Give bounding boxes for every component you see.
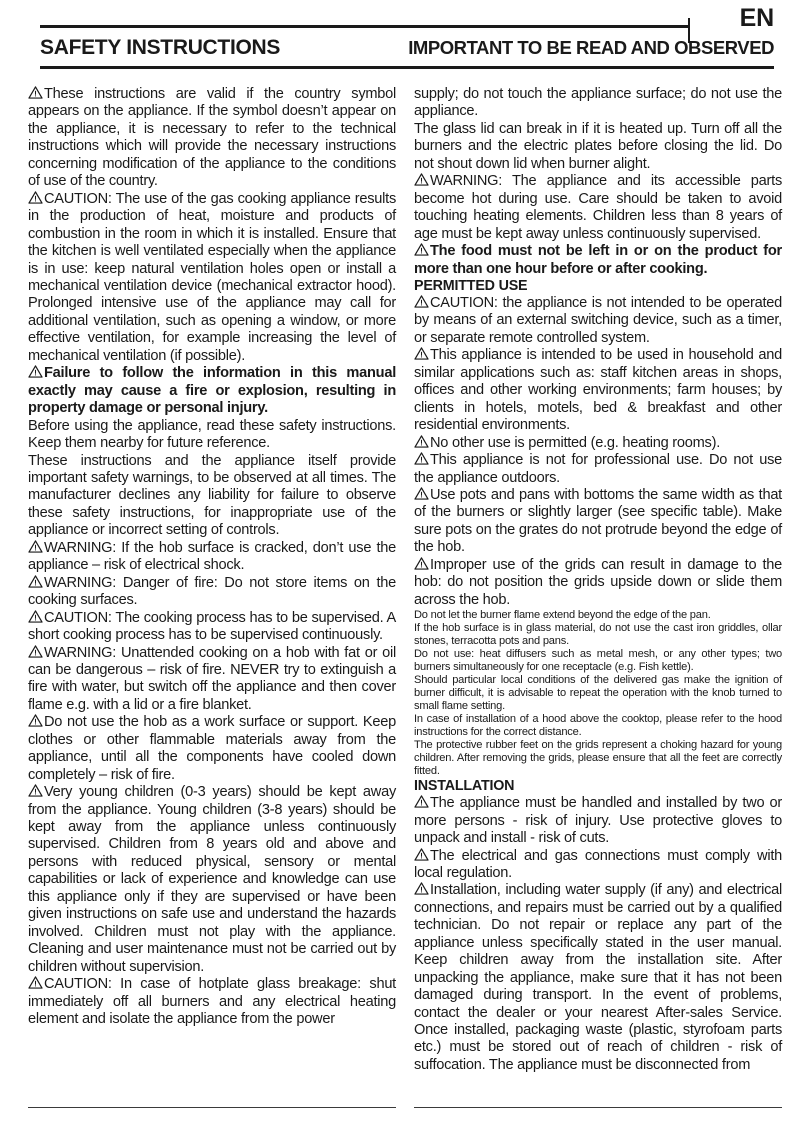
- paragraph: [414, 795, 782, 847]
- paragraph-text: CAUTION: In case of hotplate glass breakage: shut immediately off all burners and any electrical heating element and isolate the appliance from the power: [28, 976, 396, 1028]
- paragraph: [28, 453, 396, 540]
- paragraph-text: CAUTION: The cooking process has to be supervised. A short cooking process has to be supervised continuously.: [28, 609, 396, 644]
- paragraph-text: The appliance must be handled and installed by two or more persons - risk of injury. Use protective gloves to unpack and install - risk of cuts.: [414, 795, 782, 847]
- section-heading: INSTALLATION: [414, 778, 515, 795]
- warning-triangle-icon: [28, 575, 43, 588]
- page-title: SAFETY INSTRUCTIONS: [40, 36, 281, 59]
- right-column-bottom-rule: [414, 1107, 782, 1108]
- paragraph: [28, 714, 396, 784]
- paragraph: [28, 610, 396, 645]
- paragraph: [414, 622, 782, 648]
- paragraph: [414, 243, 782, 278]
- paragraph-text: Use pots and pans with bottoms the same width as that of the burners or slightly larger (see specific table). Make sure pots on the grates do not protrude beyond the edge of the hob.: [414, 486, 782, 556]
- paragraph-text: WARNING: Unattended cooking on a hob with fat or oil can be dangerous – risk of fire. NEVER try to extinguish a fire with water, but switch off the appliance and then cover flame e.g. with a lid or a fire blanket.: [28, 644, 396, 713]
- header-bottom-rule: [40, 66, 774, 69]
- paragraph-text: The glass lid can break in if it is heated up. Turn off all the burners and the electric plates before closing the lid. Do not shout down lid when burner alight.: [414, 120, 782, 172]
- right-text-column: [414, 86, 782, 1134]
- paragraph-text: CAUTION: The use of the gas cooking appliance results in the production of heat, moisture and products of combustion in the room in which it is installed. Ensure that the kitchen is well ventilated especially when the appliance is in use: keep natural ventilation holes open or install a mechanical ventilation device (mechanical extractor hood). Prolonged intensive use of the appliance may call for additional ventilation, such as opening a window, or more effective ventilation, for example increasing the level of mechanical ventilation (if possible).: [28, 190, 396, 364]
- paragraph: [28, 575, 396, 610]
- paragraph-text: If the hob surface is in glass material, do not use the cast iron griddles, ollar stones, terracotta pots and pans.: [414, 622, 782, 648]
- paragraph: [414, 609, 782, 622]
- paragraph-text: This appliance is not for professional use. Do not use the appliance outdoors.: [414, 452, 782, 486]
- header-title-row: [40, 36, 774, 60]
- paragraph-text: supply; do not touch the appliance surface; do not use the appliance.: [414, 86, 782, 120]
- warning-triangle-icon: [28, 365, 43, 378]
- warning-triangle-icon: [28, 540, 43, 553]
- body-columns: [28, 86, 782, 1134]
- left-column-bottom-rule: [28, 1107, 396, 1108]
- paragraph: [28, 540, 396, 575]
- section-heading: PERMITTED USE: [414, 277, 528, 294]
- warning-triangle-icon: [414, 435, 429, 448]
- left-text-column: [28, 86, 396, 1134]
- warning-triangle-icon: [414, 848, 429, 861]
- paragraph: [414, 86, 782, 121]
- page-header: [28, 0, 774, 72]
- warning-triangle-icon: [414, 295, 429, 308]
- paragraph: [414, 121, 782, 173]
- paragraph: [28, 976, 396, 1028]
- warning-triangle-icon: [28, 86, 43, 99]
- warning-triangle-icon: [414, 795, 429, 808]
- paragraph-text: Improper use of the grids can result in damage to the hob: do not position the grids upside down or slide them across the hob.: [414, 556, 782, 608]
- paragraph-text: Do not use: heat diffusers such as metal mesh, or any other types; two burners simultaneously for one receptacle (e.g. Fish kettle).: [414, 648, 782, 674]
- warning-triangle-icon: [414, 347, 429, 360]
- paragraph-text: This appliance is intended to be used in household and similar applications such as: staff kitchen areas in shops, offices and other working environments; farm houses; by clients in hotels, motels, bed & breakfast and other residential environments.: [414, 347, 782, 434]
- paragraph-text: Do not use the hob as a work surface or support. Keep clothes or other flammable materials away from the appliance, until all the components have cooled down completely – risk of fire.: [28, 714, 396, 783]
- paragraph: [414, 435, 782, 452]
- paragraph-text: The electrical and gas connections must comply with local regulation.: [414, 847, 782, 881]
- paragraph-text: Before using the appliance, read these safety instructions. Keep them nearby for future reference.: [28, 417, 396, 452]
- paragraph-text: Installation, including water supply (if any) and electrical connections, and repairs must be carried out by a qualified technician. Do not repair or replace any part of the appliance unless specifically stated in the user manual. Keep children away from the installation site. After unpacking the appliance, make sure that it has not been damaged during transport. In the event of problems, contact the dealer or your nearest After-sales Service. Once installed, packaging waste (plastic, styrofoam parts etc.) must be stored out of reach of children - risk of suffocation. The appliance must be disconnected from: [414, 882, 782, 1073]
- warning-triangle-icon: [28, 784, 43, 797]
- warning-triangle-icon: [414, 487, 429, 500]
- paragraph: [28, 86, 396, 191]
- paragraph-text: No other use is permitted (e.g. heating rooms).: [430, 434, 720, 451]
- paragraph-text: Failure to follow the information in this manual exactly may cause a fire or explosion, resulting in property damage or personal injury.: [28, 365, 396, 417]
- paragraph: [414, 557, 782, 609]
- header-top-rule: [40, 25, 690, 28]
- paragraph: [414, 173, 782, 243]
- paragraph-text: These instructions are valid if the country symbol appears on the appliance. If the symbol doesn’t appear on the appliance, it is necessary to refer to the technical instructions which will provide the necessary instructions concerning modification of the appliance to the conditions of use of the country.: [28, 86, 396, 190]
- paragraph: [414, 487, 782, 557]
- warning-triangle-icon: [28, 191, 43, 204]
- paragraph: [414, 452, 782, 487]
- warning-triangle-icon: [414, 173, 429, 186]
- paragraph-text: Should particular local conditions of the delivered gas make the ignition of burner difficult, it is advisable to repeat the operation with the knob turned to small flame setting.: [414, 674, 782, 713]
- paragraph-text: Do not let the burner flame extend beyond the edge of the pan.: [414, 609, 711, 622]
- paragraph: [28, 365, 396, 417]
- paragraph: [414, 713, 782, 739]
- paragraph: [414, 739, 782, 778]
- paragraph-text: The protective rubber feet on the grids represent a choking hazard for young children. After removing the grids, please ensure that all the feet are correctly fitted.: [414, 739, 782, 778]
- paragraph-text: WARNING: If the hob surface is cracked, don’t use the appliance – risk of electrical shock.: [28, 539, 396, 574]
- paragraph: [414, 648, 782, 674]
- paragraph: [414, 882, 782, 1074]
- paragraph: [28, 418, 396, 453]
- paragraph: [414, 295, 782, 347]
- paragraph: [28, 645, 396, 715]
- paragraph-text: WARNING: The appliance and its accessible parts become hot during use. Care should be taken to avoid touching heating elements. Children less than 8 years of age must be kept away unless continuously supervised.: [414, 173, 782, 242]
- language-code: EN: [739, 4, 774, 32]
- paragraph: [28, 191, 396, 366]
- paragraph-text: WARNING: Danger of fire: Do not store items on the cooking surfaces.: [28, 574, 396, 609]
- paragraph: [28, 784, 396, 976]
- warning-triangle-icon: [28, 714, 43, 727]
- warning-triangle-icon: [28, 645, 43, 658]
- paragraph: [414, 848, 782, 883]
- warning-triangle-icon: [414, 557, 429, 570]
- paragraph-text: CAUTION: the appliance is not intended to be operated by means of an external switching device, such as a timer, or separate remote controlled system.: [414, 294, 782, 346]
- warning-triangle-icon: [28, 610, 43, 623]
- warning-triangle-icon: [414, 243, 429, 256]
- paragraph-text: These instructions and the appliance itself provide important safety warnings, to be observed at all times. The manufacturer declines any liability for failure to observe these safety instructions, for inappropriate use of the appliance or incorrect setting of controls.: [28, 452, 396, 539]
- header-subtitle: IMPORTANT TO BE READ AND OBSERVED: [408, 37, 774, 58]
- warning-triangle-icon: [414, 452, 429, 465]
- paragraph-text: In case of installation of a hood above the cooktop, please refer to the hood instructions for the correct distance.: [414, 713, 782, 739]
- warning-triangle-icon: [414, 882, 429, 895]
- paragraph: [414, 347, 782, 434]
- warning-triangle-icon: [28, 976, 43, 989]
- paragraph: [414, 674, 782, 713]
- paragraph-text: Very young children (0-3 years) should be kept away from the appliance. Young children (3-8 years) should be kept away from the appliance unless continuously supervised. Children from 8 years old and above and persons with reduced physical, sensory or mental capabilities or lack of experience and knowledge can use this appliance only if they are supervised or have been given instructions on safe use and understand the hazards involved. Children must not play with the appliance. Cleaning and user maintenance must not be carried out by children without supervision.: [28, 784, 396, 975]
- paragraph-text: The food must not be left in or on the product for more than one hour before or after cooking.: [414, 243, 782, 277]
